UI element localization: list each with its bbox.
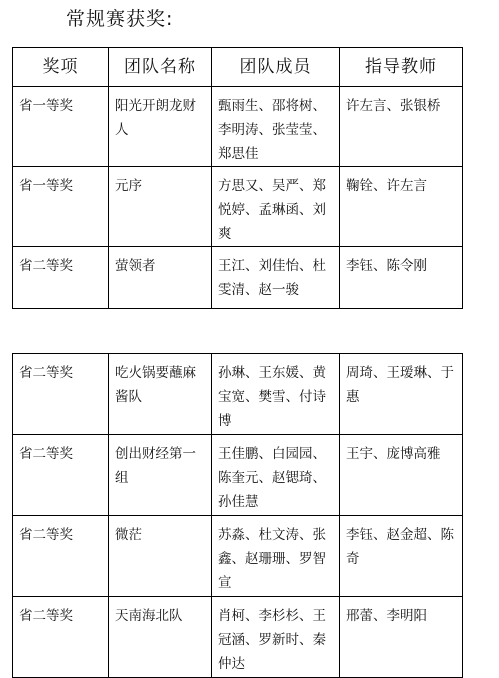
award-cell: 省二等奖 [13, 435, 109, 516]
members-cell: 王江、刘佳怡、杜雯清、赵一骏 [212, 247, 340, 309]
team-name-cell: 元序 [109, 167, 212, 247]
table-row [13, 516, 463, 597]
team-name-cell: 阳光开朗龙财人 [109, 87, 212, 167]
header-team-members: 团队成员 [212, 48, 340, 87]
members-cell: 方思又、吴严、郑悦婷、孟琳函、刘爽 [212, 167, 340, 247]
award-cell: 省一等奖 [13, 167, 109, 247]
award-cell: 省二等奖 [13, 516, 109, 597]
teachers-cell: 许左言、张银桥 [340, 87, 463, 167]
table-header-row [13, 48, 463, 87]
award-cell: 省二等奖 [13, 247, 109, 309]
table-row [13, 167, 463, 247]
teachers-cell: 鞠铨、许左言 [340, 167, 463, 247]
team-name-cell: 创出财经第一组 [109, 435, 212, 516]
teachers-cell: 周琦、王瑷琳、于惠 [340, 354, 463, 435]
members-cell: 孙琳、王东媛、黄宝宽、樊雪、付诗博 [212, 354, 340, 435]
header-teachers: 指导教师 [340, 48, 463, 87]
awards-table-1 [12, 47, 463, 309]
teachers-cell: 王宇、庞博高雅 [340, 435, 463, 516]
table-row [13, 247, 463, 309]
teachers-cell: 李钰、陈令刚 [340, 247, 463, 309]
members-cell: 苏淼、杜文涛、张鑫、赵珊珊、罗智宣 [212, 516, 340, 597]
team-name-cell: 天南海北队 [109, 597, 212, 678]
page-title: 常规赛获奖: [66, 8, 174, 30]
team-name-cell: 吃火锅要蘸麻酱队 [109, 354, 212, 435]
awards-table-2 [12, 353, 463, 678]
teachers-cell: 李钰、赵金超、陈奇 [340, 516, 463, 597]
award-cell: 省一等奖 [13, 87, 109, 167]
teachers-cell: 邢蕾、李明阳 [340, 597, 463, 678]
header-team-name: 团队名称 [109, 48, 212, 87]
table-row [13, 354, 463, 435]
team-name-cell: 微茫 [109, 516, 212, 597]
award-cell: 省二等奖 [13, 354, 109, 435]
header-award: 奖项 [13, 48, 109, 87]
table-row [13, 87, 463, 167]
team-name-cell: 萤领者 [109, 247, 212, 309]
members-cell: 王佳鹏、白园园、陈奎元、赵锶琦、孙佳慧 [212, 435, 340, 516]
award-cell: 省二等奖 [13, 597, 109, 678]
table-row [13, 597, 463, 678]
table-row [13, 435, 463, 516]
members-cell: 肖柯、李杉杉、王冠涵、罗新时、秦仲达 [212, 597, 340, 678]
members-cell: 甄雨生、邵将树、李明涛、张莹莹、郑思佳 [212, 87, 340, 167]
